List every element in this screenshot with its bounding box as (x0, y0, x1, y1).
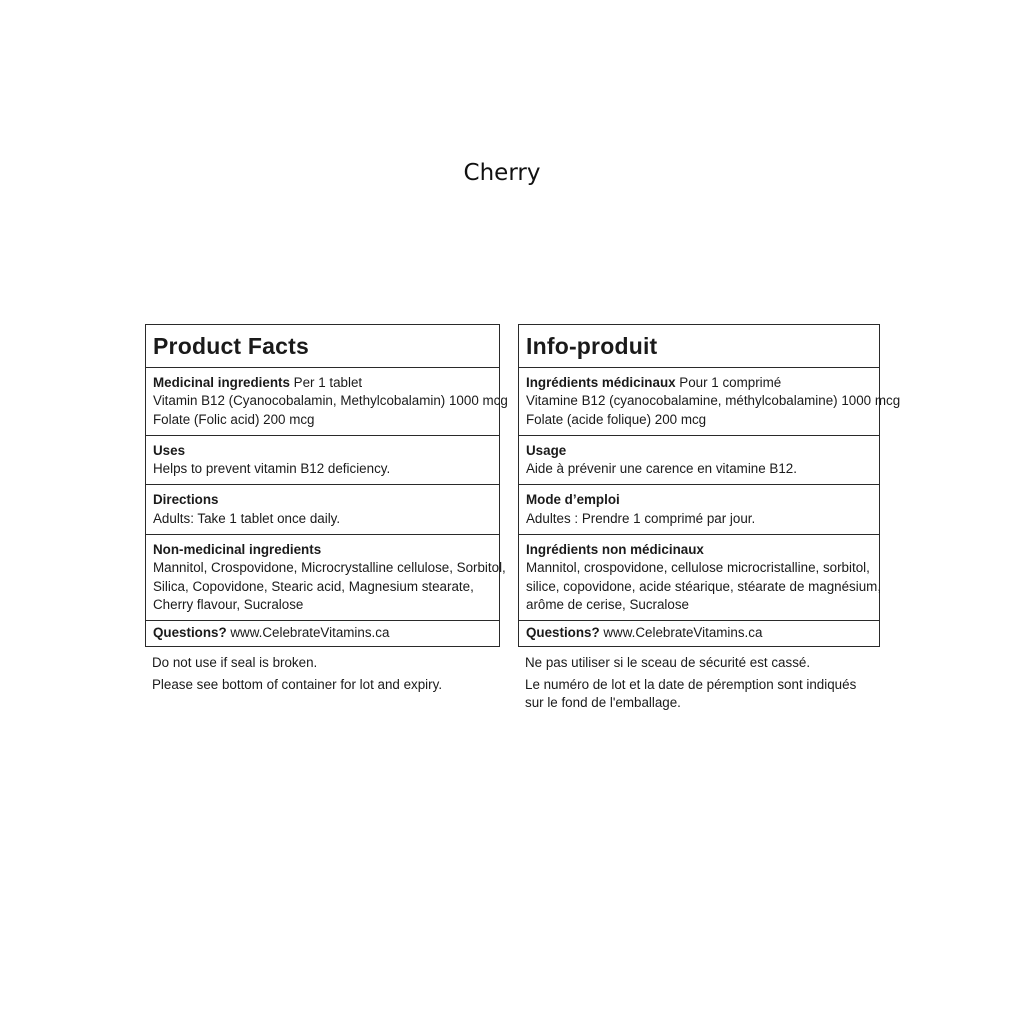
non-medicinal-ingredient-line: Silica, Copovidone, Stearic acid, Magnesium stearate, (153, 578, 474, 594)
uses-title-fr: Usage (526, 442, 567, 458)
non-medicinal-ingredients-section (146, 535, 506, 621)
non-medicinal-ingredients-title-fr: Ingrédients non médicinaux (526, 542, 704, 558)
non-medicinal-ingredient-line: Mannitol, Crospovidone, Microcrystalline cellulose, Sorbitol, (153, 560, 506, 576)
medicinal-per-dose-fr: Pour 1 comprimé (675, 375, 782, 390)
medicinal-ingredient-line-fr: Folate (acide folique) 200 mcg (526, 411, 707, 427)
seal-warning-fr: Ne pas utiliser si le sceau de sécurité est cassé. (525, 655, 811, 671)
non-medicinal-ingredient-line-fr: Mannitol, crospovidone, cellulose microcristalline, sorbitol, (526, 560, 870, 576)
questions-label: Questions? (153, 625, 227, 641)
uses-section-fr (519, 436, 879, 486)
non-medicinal-ingredients-title: Non-medicinal ingredients (153, 542, 322, 558)
directions-title: Directions (153, 492, 219, 508)
directions-section (146, 485, 499, 535)
seal-warning: Do not use if seal is broken. (152, 655, 318, 671)
label-notes-fr (518, 647, 880, 712)
product-facts-panel-en (145, 324, 508, 698)
questions-section (146, 621, 499, 646)
directions-section-fr (519, 485, 879, 535)
medicinal-ingredients-section (146, 368, 508, 436)
flavor-title: Cherry (463, 160, 541, 186)
non-medicinal-ingredient-line: Cherry flavour, Sucralose (153, 596, 304, 612)
medicinal-ingredient-line: Folate (Folic acid) 200 mcg (153, 411, 315, 427)
website-link[interactable]: www.CelebrateVitamins.ca (226, 625, 390, 641)
directions-title-fr: Mode d’emploi (526, 492, 620, 508)
medicinal-ingredients-title: Medicinal ingredients (153, 375, 290, 390)
non-medicinal-ingredient-line-fr: arôme de cerise, Sucralose (526, 596, 689, 612)
lot-expiry-note: Please see bottom of container for lot and expiry. (152, 677, 443, 693)
medicinal-ingredients-title-fr: Ingrédients médicinaux (526, 375, 676, 390)
uses-section (146, 436, 499, 486)
directions-text-fr: Adultes : Prendre 1 comprimé par jour. (526, 510, 756, 526)
medicinal-ingredient-line: Vitamin B12 (Cyanocobalamin, Methylcobalamin) 1000 mcg (153, 393, 508, 409)
medicinal-ingredient-line-fr: Vitamine B12 (cyanocobalamine, méthylcobalamine) 1000 mcg (526, 393, 901, 409)
non-medicinal-ingredients-section-fr (519, 535, 882, 621)
uses-text-fr: Aide à prévenir une carence en vitamine B12. (526, 461, 797, 477)
medicinal-per-dose: Per 1 tablet (289, 375, 363, 390)
directions-text: Adults: Take 1 tablet once daily. (153, 510, 341, 526)
uses-title: Uses (153, 442, 186, 458)
lot-expiry-note-fr: Le numéro de lot et la date de péremption sont indiqués sur le fond de l'emballage. (525, 677, 857, 711)
product-facts-header: Product Facts (146, 325, 499, 368)
non-medicinal-ingredient-line-fr: silice, copovidone, acide stéarique, stéarate de magnésium, (526, 578, 882, 594)
medicinal-ingredients-section-fr (519, 368, 901, 436)
product-facts-panel-fr (518, 324, 901, 716)
uses-text: Helps to prevent vitamin B12 deficiency. (153, 461, 391, 477)
questions-label-fr: Questions? (526, 625, 600, 641)
website-link-fr[interactable]: www.CelebrateVitamins.ca (599, 625, 763, 641)
questions-section-fr (519, 621, 879, 646)
info-produit-header: Info-produit (519, 325, 879, 368)
info-produit-box (518, 324, 901, 647)
label-notes (145, 647, 500, 694)
product-facts-box (145, 324, 508, 647)
